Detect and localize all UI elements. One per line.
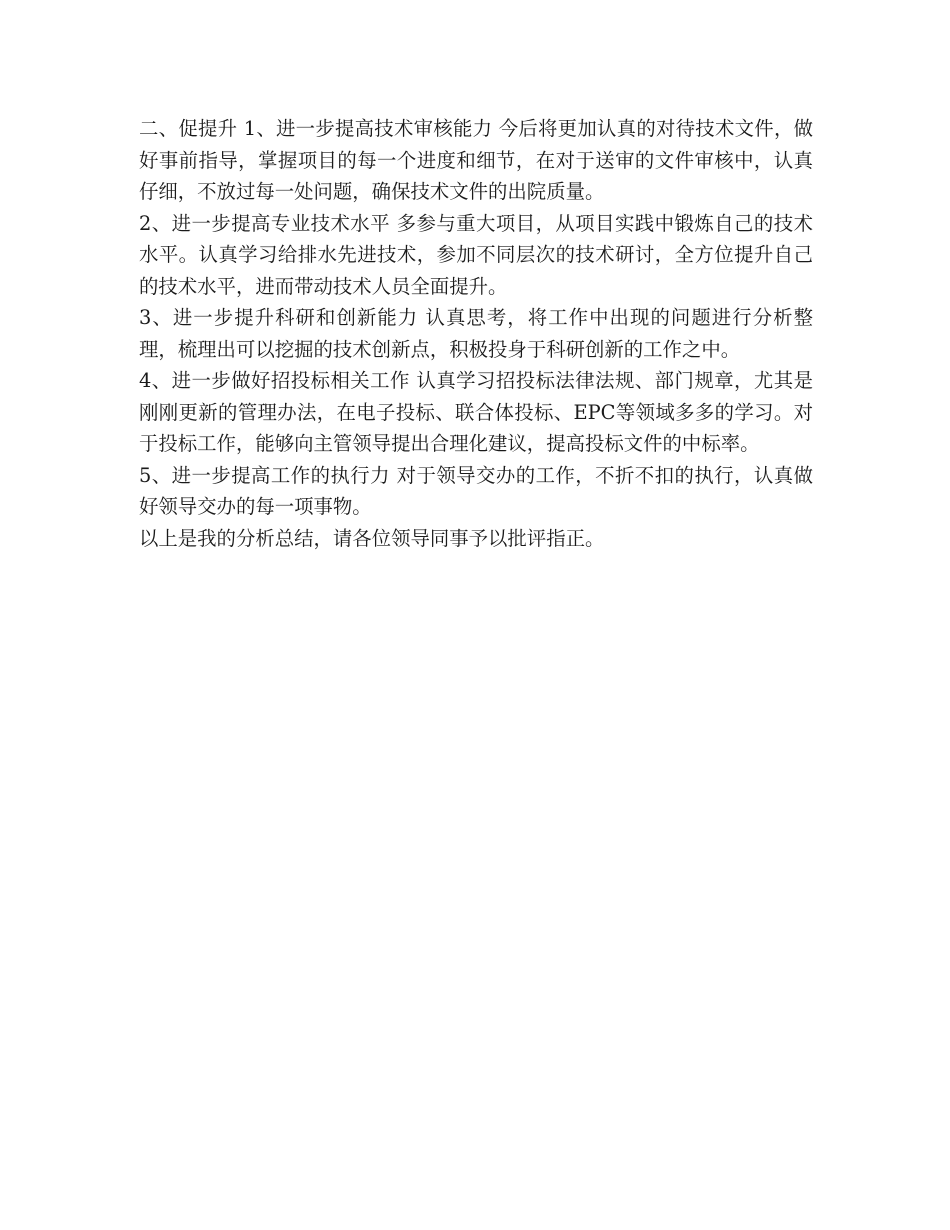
paragraph-promotion-item-1: 二、促提升 1、进一步提高技术审核能力 今后将更加认真的对待技术文件，做好事前指导，掌握项目的每一个进度和细节，在对于送审的文件审核中，认真仔细，不放过每一处问题，确保技术文件的出院质量。 [139, 117, 813, 203]
paragraph-item-4: 4、进一步做好招投标相关工作 认真学习招投标法律法规、部门规章，尤其是刚刚更新的管理办法，在电子投标、联合体投标、EPC等领域多多的学习。对于投标工作，能够向主管领导提出合理化建议，提高投标文件的中标率。 [139, 369, 813, 455]
document-body [139, 113, 813, 554]
paragraph-item-3: 3、进一步提升科研和创新能力 认真思考，将工作中出现的问题进行分析整理，梳理出可以挖掘的技术创新点，积极投身于科研创新的工作之中。 [139, 306, 813, 361]
paragraph-item-2: 2、进一步提高专业技术水平 多参与重大项目，从项目实践中锻炼自己的技术水平。认真学习给排水先进技术，参加不同层次的技术研讨，全方位提升自己的技术水平，进而带动技术人员全面提升。 [139, 211, 813, 298]
paragraph-closing: 以上是我的分析总结，请各位领导同事予以批评指正。 [139, 526, 605, 550]
paragraph-item-5: 5、进一步提高工作的执行力 对于领导交办的工作，不折不扣的执行，认真做好领导交办的每一项事物。 [139, 463, 813, 518]
